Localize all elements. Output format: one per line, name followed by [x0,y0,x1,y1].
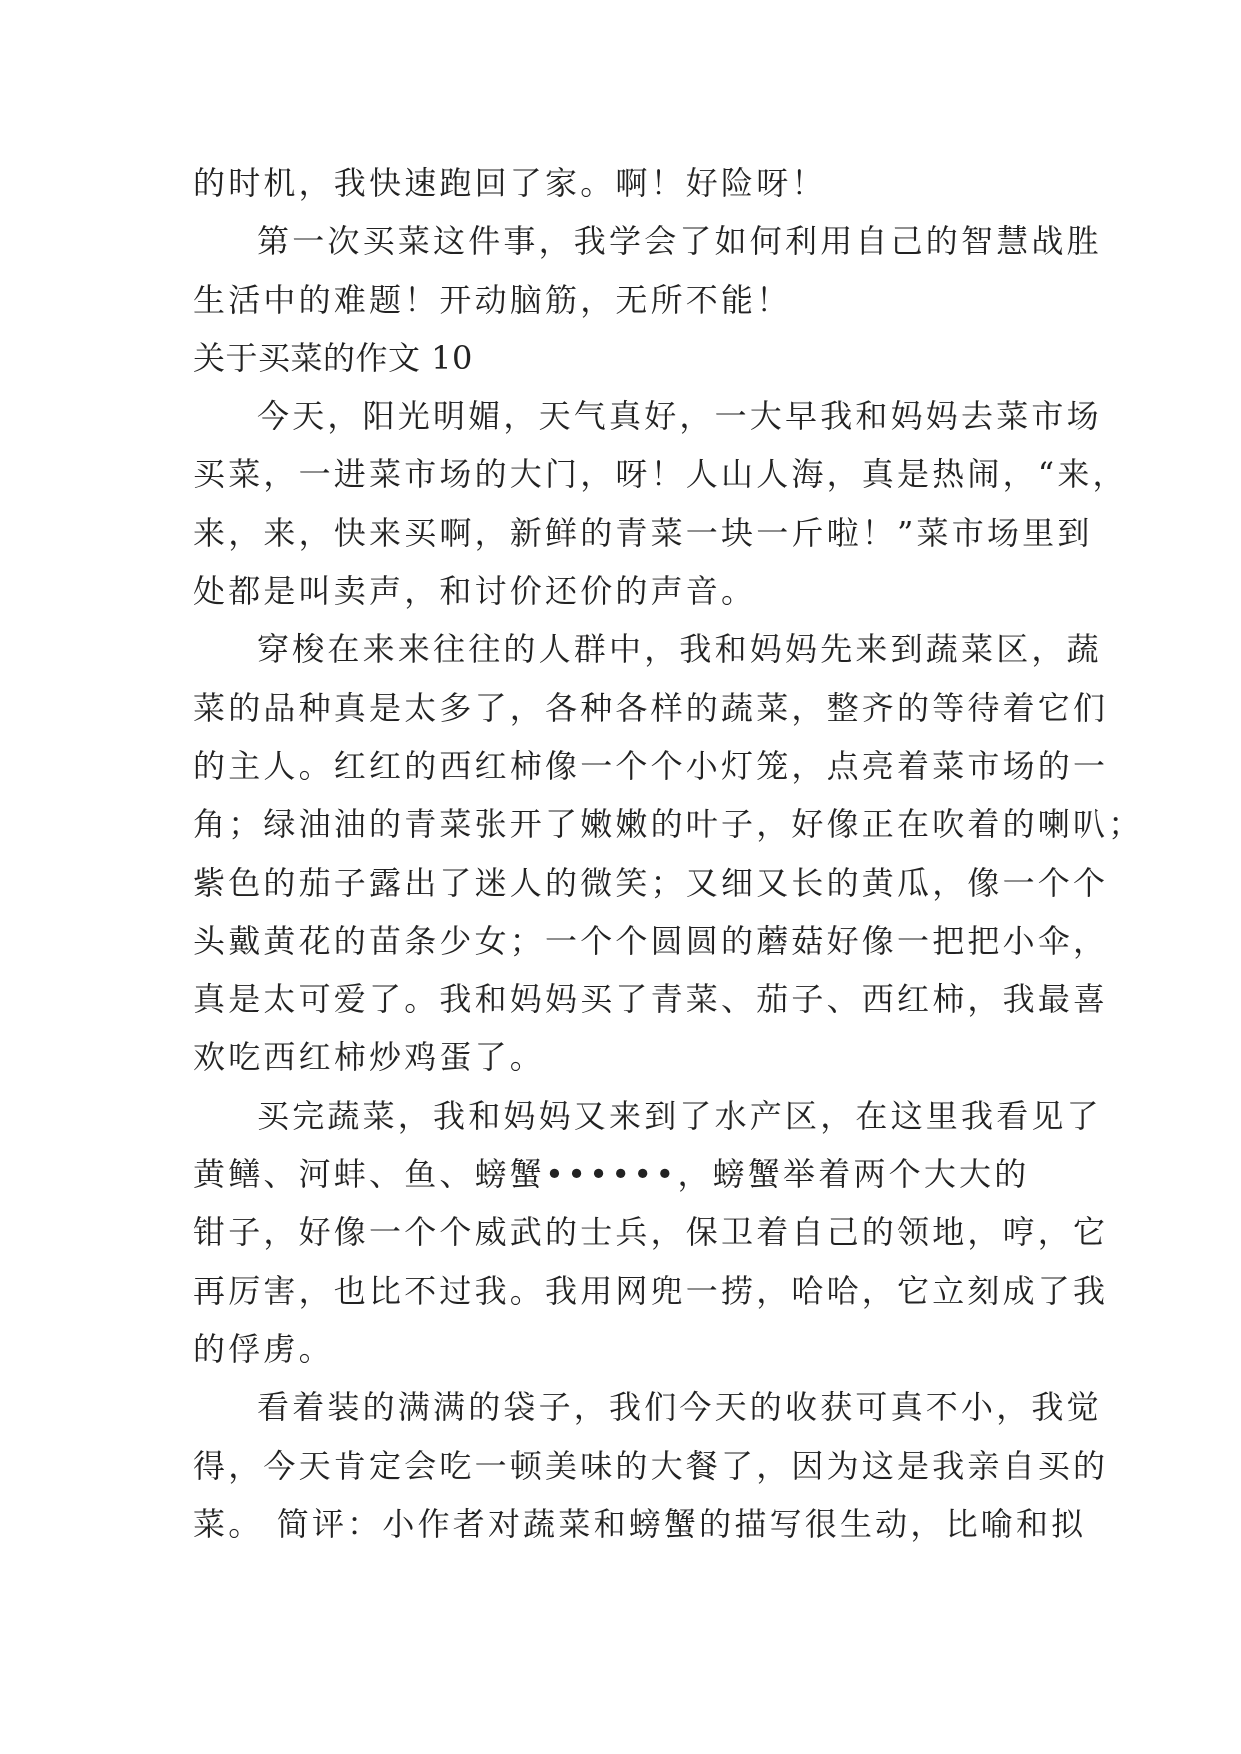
text-line: 来，来，快来买啊，新鲜的青菜一块一斤啦！”菜市场里到 [193,513,1093,552]
text-line: 菜的品种真是太多了，各种各样的蔬菜，整齐的等待着它们 [193,688,1109,727]
section-heading: 关于买菜的作文 10 [193,338,473,377]
text-line: 生活中的难题！开动脑筋，无所不能！ [193,280,792,319]
text-line: 再厉害，也比不过我。我用网兜一捞，哈哈，它立刻成了我 [193,1271,1109,1310]
text-line: 头戴黄花的苗条少女；一个个圆圆的蘑菇好像一把把小伞， [193,921,1109,960]
text-line: 今天，阳光明媚，天气真好，一大早我和妈妈去菜市场 [257,397,1102,436]
text-line: 买菜，一进菜市场的大门，呀！人山人海，真是热闹，“来， [193,455,1128,494]
text-line: 欢吃西红柿炒鸡蛋了。 [193,1038,546,1077]
text-line: 买完蔬菜，我和妈妈又来到了水产区，在这里我看见了 [257,1096,1102,1135]
text-line: 的俘虏。 [193,1329,334,1368]
text-line: 角；绿油油的青菜张开了嫩嫩的叶子，好像正在吹着的喇叭； [193,805,1144,844]
text-line: 看着装的满满的袋子，我们今天的收获可真不小，我觉 [257,1388,1102,1427]
text-line: 的主人。红红的西红柿像一个个小灯笼，点亮着菜市场的一 [193,746,1109,785]
text-line: 的时机，我快速跑回了家。啊！好险呀！ [193,164,827,202]
text-line: 黄鳝、河蚌、鱼、螃蟹••••••，螃蟹举着两个大大的 [193,1155,1030,1194]
text-line: 菜。 简评：小作者对蔬菜和螃蟹的描写很生动，比喻和拟 [193,1504,1087,1543]
document-body [193,154,1144,1553]
text-line: 处都是叫卖声，和讨价还价的声音。 [193,572,757,611]
text-line: 得，今天肯定会吃一顿美味的大餐了，因为这是我亲自买的 [193,1446,1109,1485]
text-line: 紫色的茄子露出了迷人的微笑；又细又长的黄瓜，像一个个 [193,863,1109,902]
text-line: 第一次买菜这件事，我学会了如何利用自己的智慧战胜 [257,222,1102,261]
text-line: 真是太可爱了。我和妈妈买了青菜、茄子、西红柿，我最喜 [193,980,1109,1019]
text-line: 钳子，好像一个个威武的士兵，保卫着自己的领地，哼，它 [193,1213,1109,1252]
text-line: 穿梭在来来往往的人群中，我和妈妈先来到蔬菜区，蔬 [257,630,1102,669]
